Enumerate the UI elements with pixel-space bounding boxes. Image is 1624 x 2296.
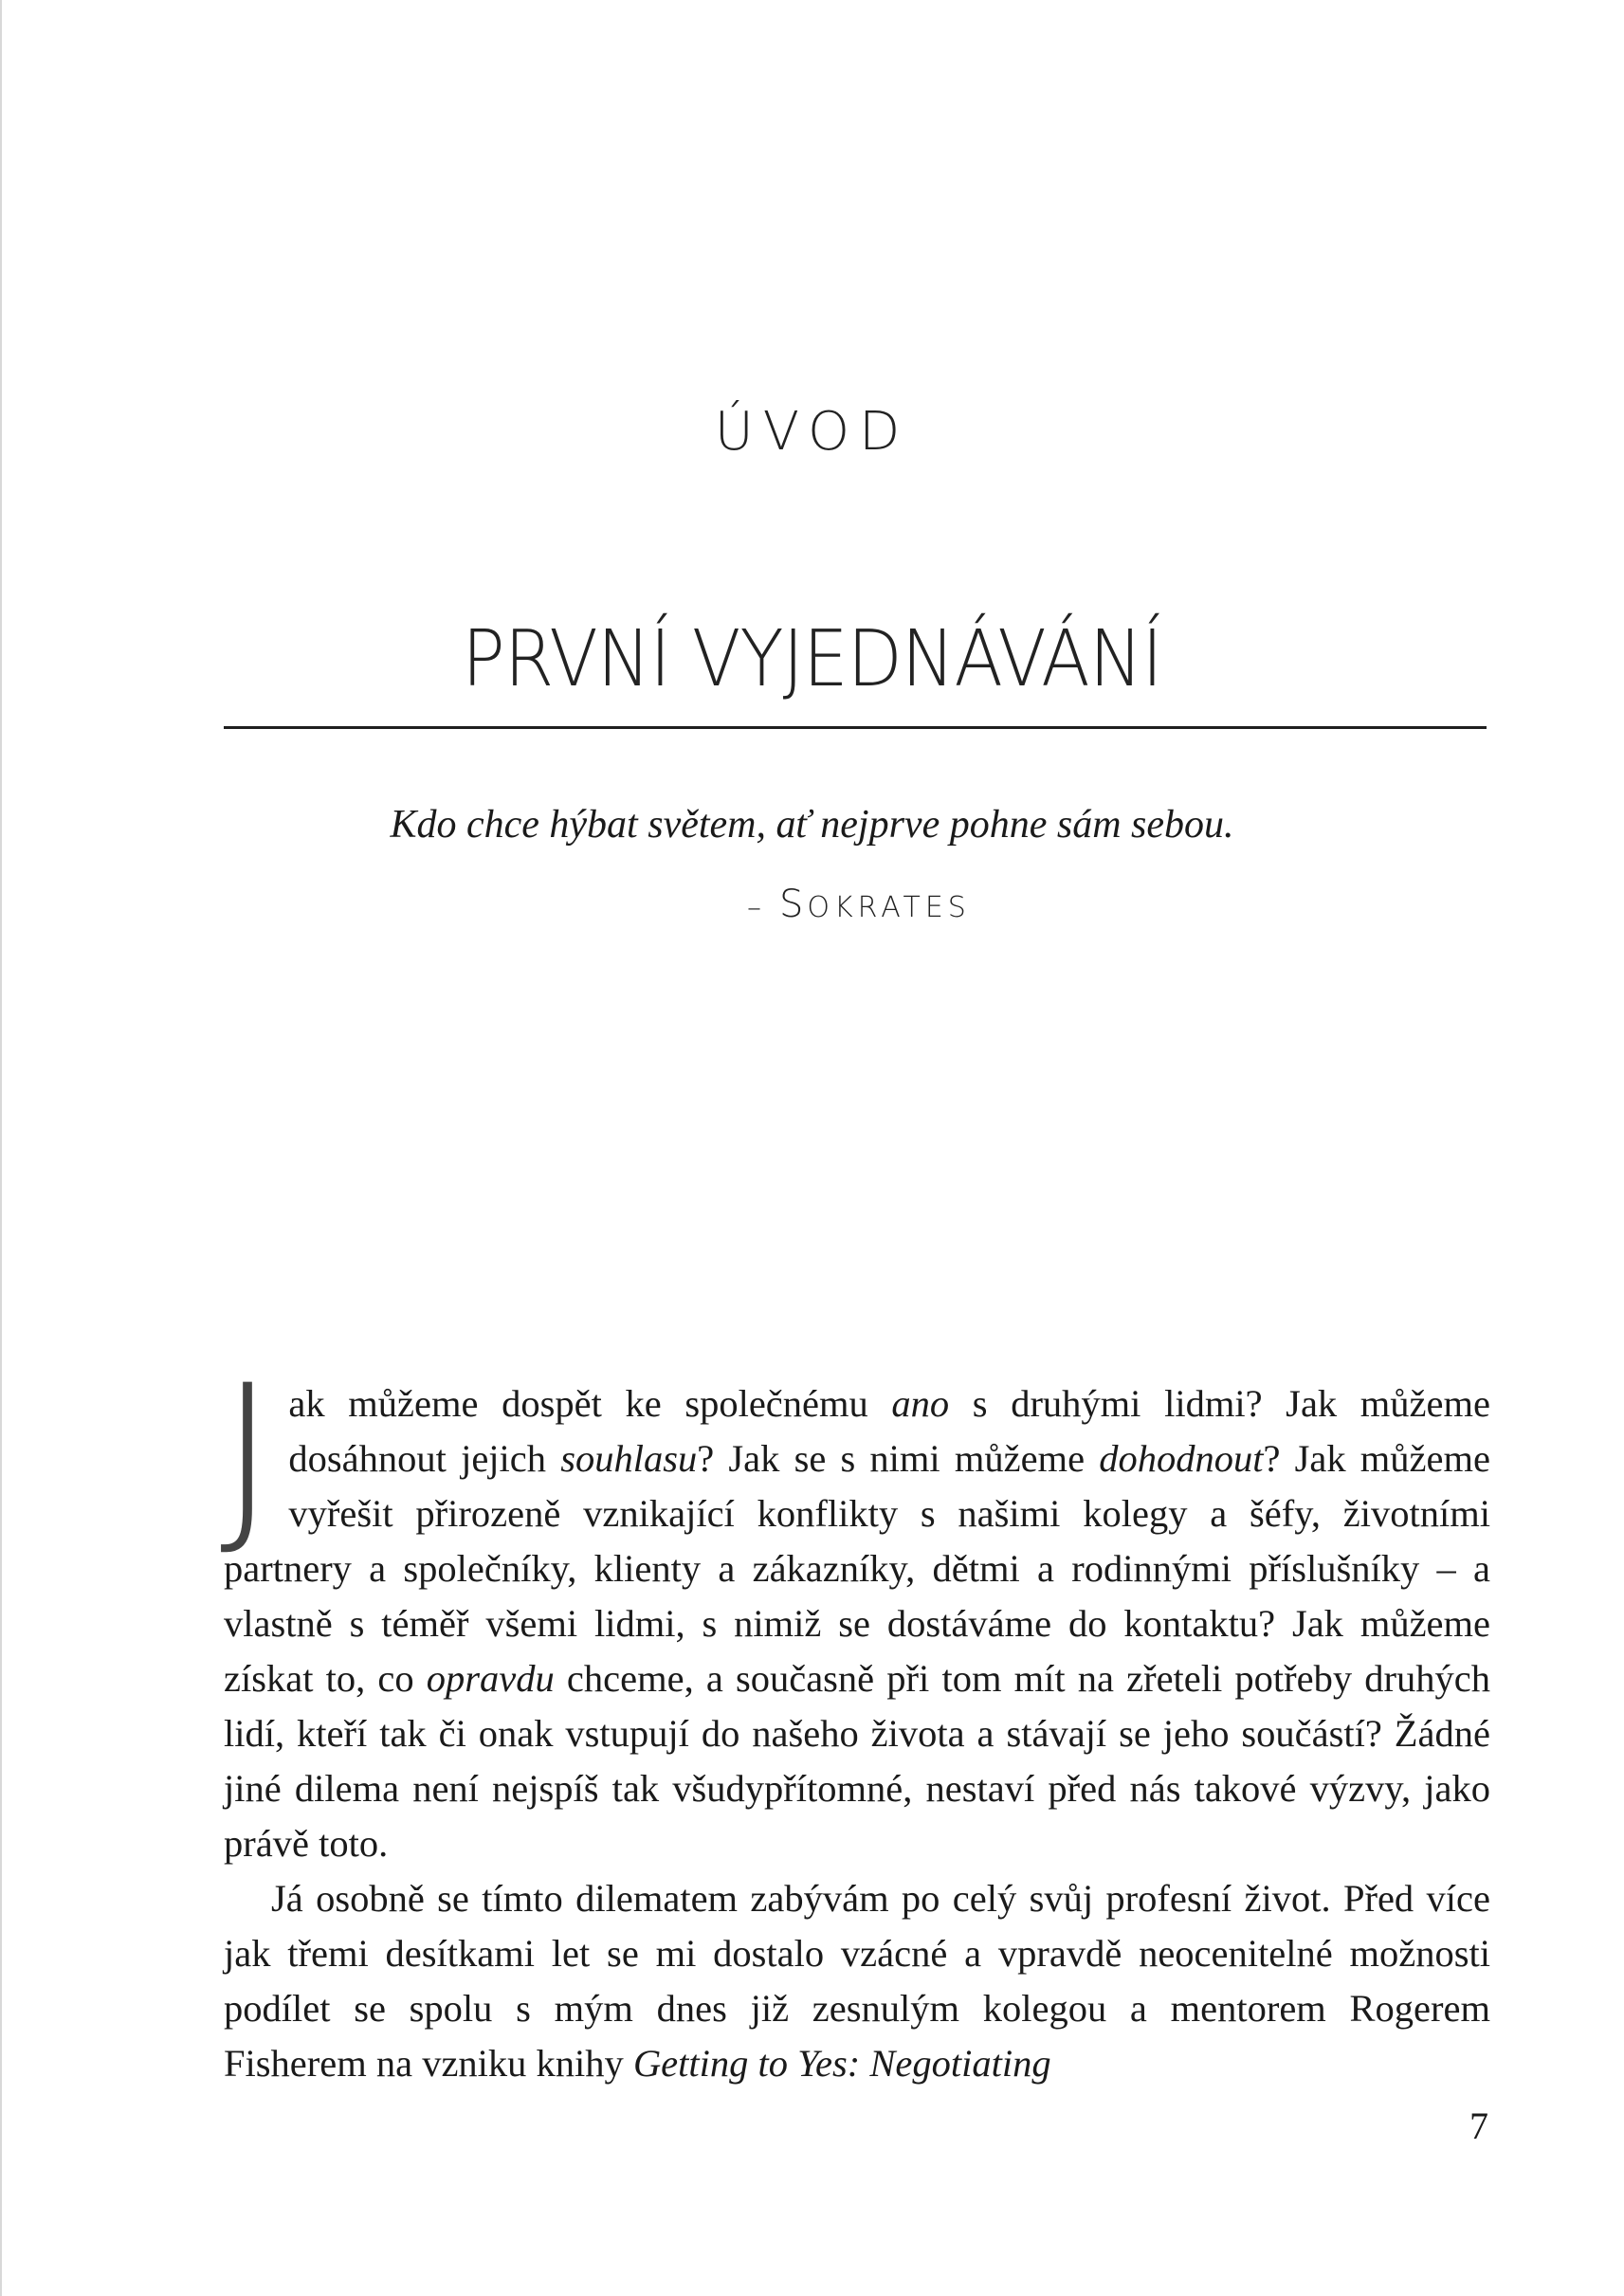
paragraph-2-text: Já osobně se tímto dilematem zabývám po celý svůj profesní život. Před více jak třemi desítkami let se mi dostalo vzácné a vpravdě neocenitelné možnosti podílet se spolu s mým dnes již zesnulým kolegou a mentorem Rogerem Fisherem na vzniku knihy: [224, 1877, 1490, 2085]
epigraph-author: [747, 883, 971, 926]
paragraph-1-text: chceme, a současně při tom mít na zřeteli potřeby druhých lidí, kteří tak či onak vstupují do našeho života a stávají se jeho součástí? Žádné jiné dilema není nejspíš tak všudypřítomné, nestaví před nás takové výzvy, jako právě toto.: [224, 1657, 1490, 1865]
page-edge: [0, 0, 2, 2296]
emphasis-dohodnout: dohodnout: [1099, 1437, 1264, 1480]
drop-cap: J: [220, 1344, 276, 1563]
epigraph-author-initial: S: [779, 883, 808, 926]
page-number: 7: [1469, 2105, 1488, 2147]
epigraph-quote: Kdo chce hýbat světem, ať nejprve pohne sám sebou.: [390, 803, 1234, 847]
paragraph-1-text: ? Jak můžeme vyřešit přirozeně vznikající konflikty s našimi kolegy a šéfy, životními partnery a společníky, klienty a zákazníky, dětmi a rodinnými příslušníky – a vlastně s téměř všemi lidmi, s nimiž se dostáváme do kontaktu? Jak můžeme získat to, co: [224, 1437, 1490, 1700]
epigraph-author-rest: OKRATES: [807, 891, 971, 924]
paragraph-1-text: s druhými lidmi? Jak můžeme dosáhnout jejich: [288, 1382, 1490, 1480]
emphasis-ano: ano: [891, 1382, 950, 1425]
book-title: Getting to Yes: Negotiating: [632, 2042, 1051, 2085]
emphasis-souhlasu: souhlasu: [560, 1437, 698, 1480]
epigraph-dash: –: [747, 891, 766, 924]
chapter-title: PRVNÍ VYJEDNÁVÁNÍ: [462, 614, 1162, 704]
title-underline: [224, 726, 1487, 729]
chapter-label: ÚVOD: [714, 401, 910, 463]
paragraph-1-text: ? Jak se s nimi můžeme: [697, 1437, 1100, 1480]
emphasis-opravdu: opravdu: [426, 1657, 555, 1700]
paragraph-1: [220, 1344, 1490, 1871]
paragraph-1-text: ak můžeme dospět ke společnému: [288, 1382, 892, 1425]
paragraph-2: [224, 1871, 1490, 2091]
body-text: [220, 1344, 1490, 2091]
